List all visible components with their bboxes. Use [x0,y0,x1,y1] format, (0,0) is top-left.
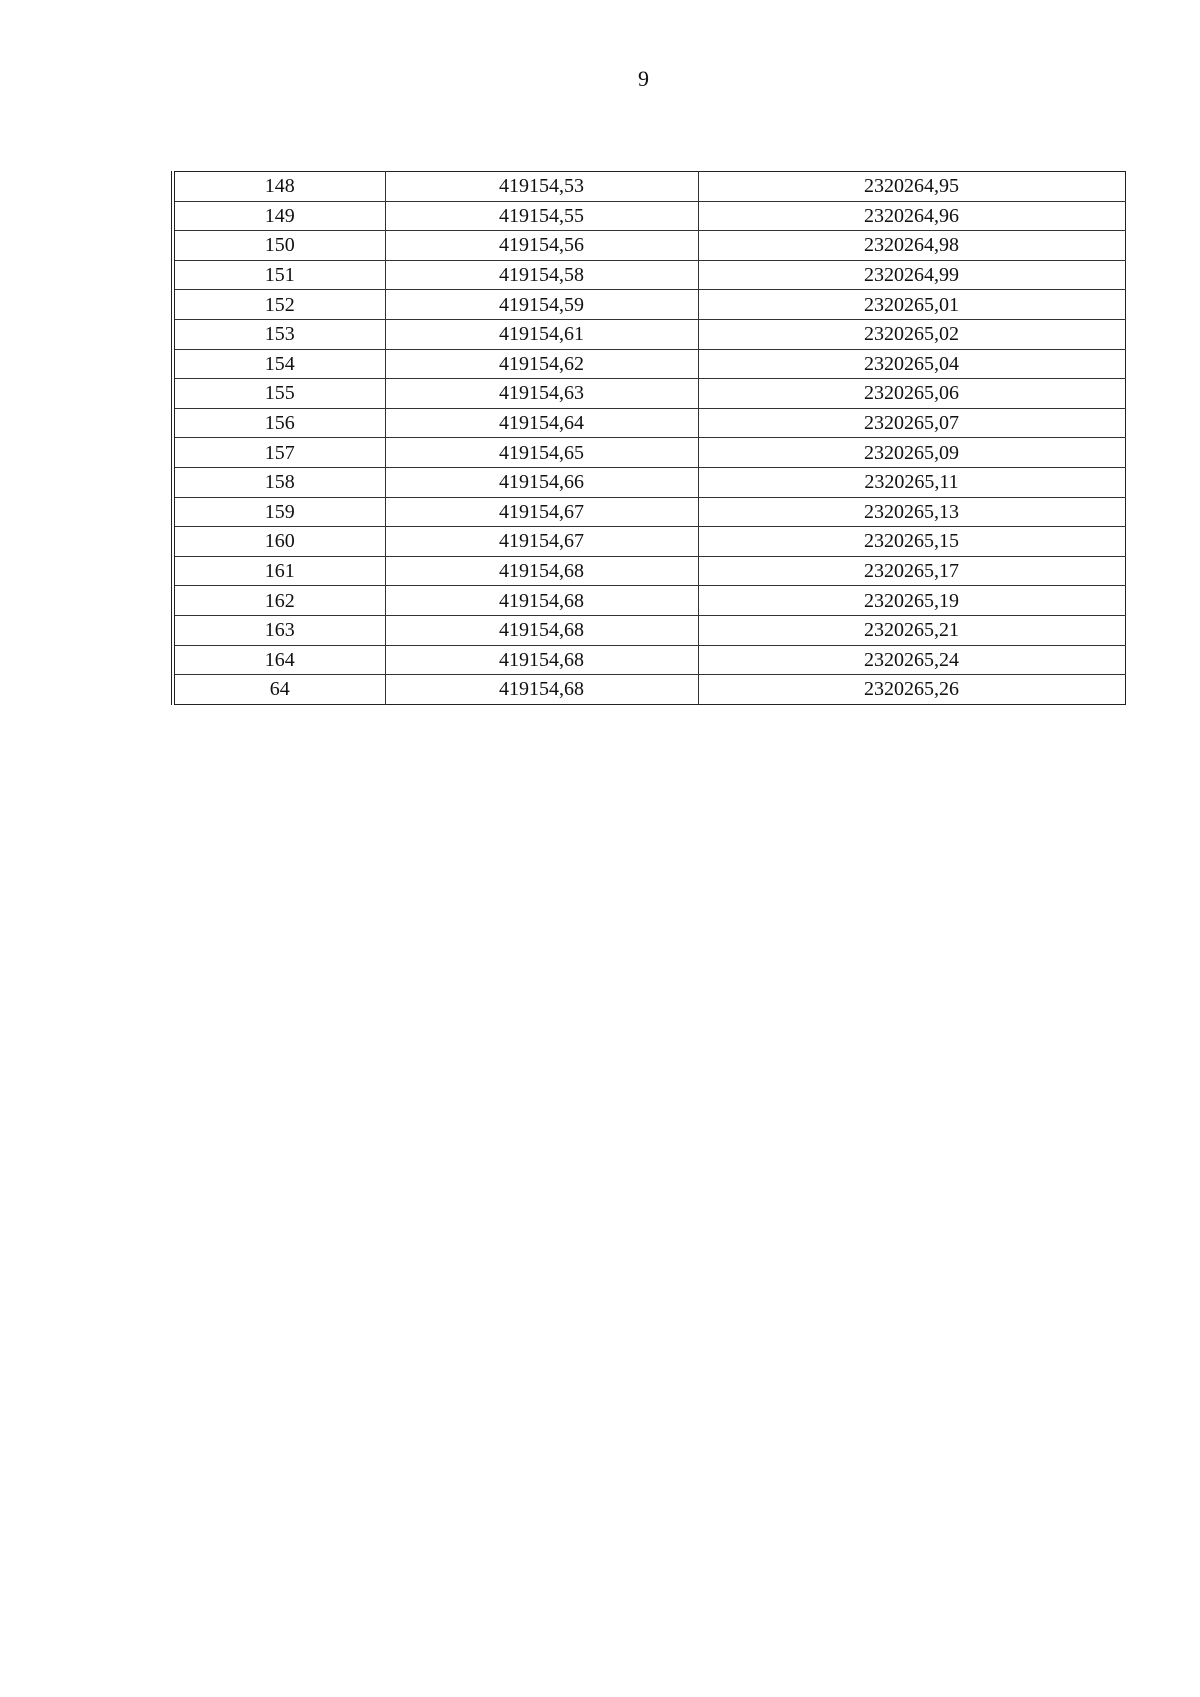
x-coordinate-cell: 419154,59 [385,290,698,320]
point-number-cell: 156 [173,408,385,438]
y-coordinate-cell: 2320265,06 [698,379,1125,409]
table-row [173,675,1125,705]
x-coordinate-cell: 419154,64 [385,408,698,438]
table-row [173,556,1125,586]
x-coordinate-cell: 419154,61 [385,319,698,349]
table-row [173,527,1125,557]
y-coordinate-cell: 2320264,95 [698,172,1125,202]
y-coordinate-cell: 2320265,21 [698,615,1125,645]
table-row [173,231,1125,261]
page-number: 9 [638,66,649,91]
x-coordinate-cell: 419154,66 [385,467,698,497]
point-number-cell: 164 [173,645,385,675]
x-coordinate-cell: 419154,68 [385,586,698,616]
y-coordinate-cell: 2320265,11 [698,467,1125,497]
table-row [173,319,1125,349]
y-coordinate-cell: 2320265,09 [698,438,1125,468]
x-coordinate-cell: 419154,68 [385,615,698,645]
x-coordinate-cell: 419154,68 [385,645,698,675]
y-coordinate-cell: 2320265,19 [698,586,1125,616]
x-coordinate-cell: 419154,58 [385,260,698,290]
table-row [173,379,1125,409]
table-row [173,586,1125,616]
table-row [173,260,1125,290]
y-coordinate-cell: 2320265,26 [864,678,959,701]
point-number-cell: 150 [173,231,385,261]
point-number-cell: 162 [173,586,385,616]
point-number-cell: 151 [173,260,385,290]
y-coordinate-cell: 2320265,13 [698,497,1125,527]
x-coordinate-cell: 419154,68 [385,556,698,586]
point-number-cell: 163 [173,615,385,645]
coordinates-table [171,171,1126,705]
table-row [173,615,1125,645]
x-coordinate-cell: 419154,67 [385,527,698,557]
point-number-cell: 160 [173,527,385,557]
y-coordinate-cell: 2320264,98 [698,231,1125,261]
table-row [173,408,1125,438]
point-number-cell: 149 [173,201,385,231]
x-coordinate-cell: 419154,53 [385,172,698,202]
table-row [173,290,1125,320]
y-coordinate-cell: 2320265,02 [698,319,1125,349]
y-coordinate-cell: 2320265,15 [698,527,1125,557]
point-number-cell: 157 [173,438,385,468]
y-coordinate-cell: 2320265,24 [698,645,1125,675]
table-row [173,497,1125,527]
y-coordinate-cell: 2320265,07 [698,408,1125,438]
x-coordinate-cell: 419154,62 [385,349,698,379]
point-number-cell: 152 [173,290,385,320]
point-number-cell: 64 [173,675,385,705]
x-coordinate-cell: 419154,63 [385,379,698,409]
table-row [173,349,1125,379]
table-row [173,201,1125,231]
point-number-cell: 159 [173,497,385,527]
x-coordinate-cell: 419154,68 [385,675,698,705]
x-coordinate-cell: 419154,55 [385,201,698,231]
y-coordinate-cell: 2320265,17 [698,556,1125,586]
point-number-cell: 158 [173,467,385,497]
point-number-cell: 155 [173,379,385,409]
y-coordinate-cell: 2320264,96 [698,201,1125,231]
y-coordinate-cell: 2320265,01 [698,290,1125,320]
table-body [173,172,1125,705]
x-coordinate-cell: 419154,67 [385,497,698,527]
point-number-cell: 148 [173,172,385,202]
x-coordinate-cell: 419154,56 [385,231,698,261]
point-number-cell: 161 [173,556,385,586]
y-coordinate-cell: 2320264,99 [698,260,1125,290]
table-row [173,438,1125,468]
x-coordinate-cell: 419154,65 [385,438,698,468]
point-number-cell: 153 [173,319,385,349]
table-row [173,467,1125,497]
y-coordinate-cell: 2320265,04 [698,349,1125,379]
table-row [173,172,1125,202]
table-row [173,645,1125,675]
point-number-cell: 154 [173,349,385,379]
